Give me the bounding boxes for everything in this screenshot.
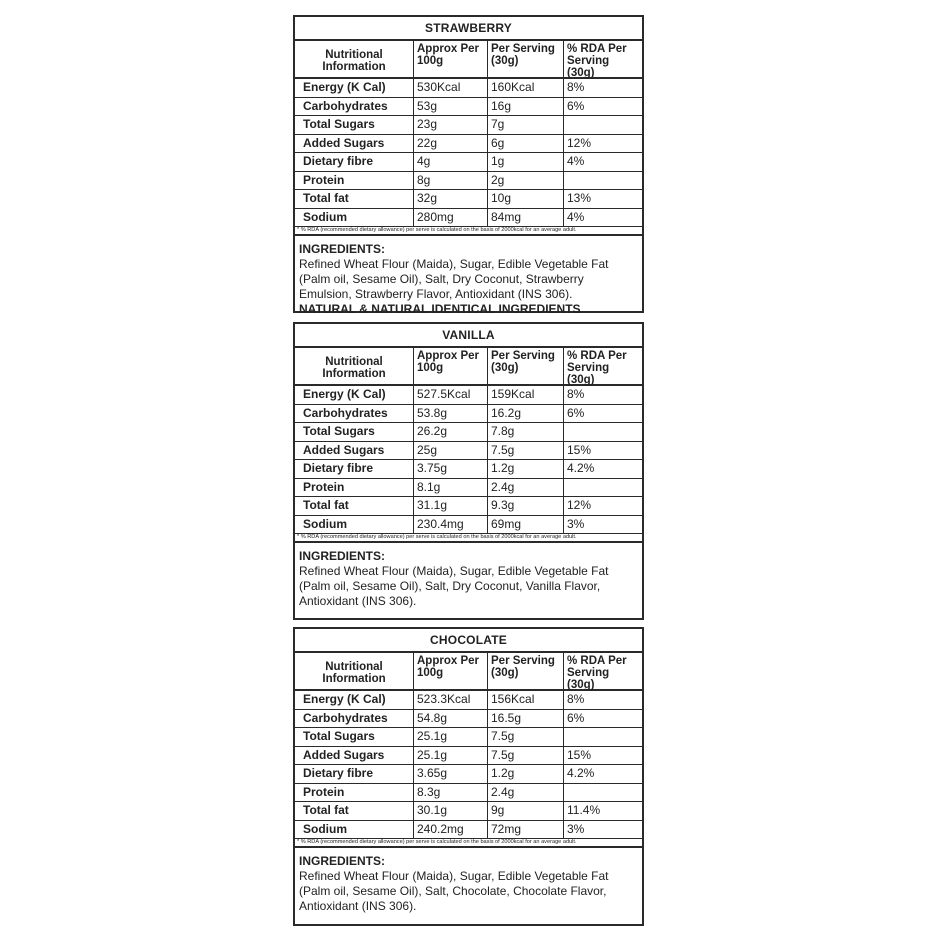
per-serving-value: 1g — [487, 153, 563, 171]
per-serving-value: 16g — [487, 98, 563, 116]
header-rda-per-serving: % RDA Per Serving (30g) — [563, 653, 642, 693]
rda-value: 15% — [563, 442, 642, 460]
rda-value: 15% — [563, 747, 642, 765]
panel-title: STRAWBERRY — [295, 17, 642, 41]
header-nutritional-information: Nutritional Information — [322, 661, 386, 685]
nutrient-name: Energy (K Cal) — [303, 692, 386, 706]
per-serving-value: 9g — [487, 802, 563, 820]
table-row — [295, 747, 642, 766]
table-row — [295, 691, 642, 710]
per-100g-value: 25g — [413, 442, 487, 460]
per-serving-value: 84mg — [487, 209, 563, 227]
per-100g-value: 230.4mg — [413, 516, 487, 534]
per-100g-value: 240.2mg — [413, 821, 487, 839]
table-row — [295, 116, 642, 135]
per-serving-value: 16.5g — [487, 710, 563, 728]
header-nutritional-information: Nutritional Information — [322, 356, 386, 380]
rda-value — [563, 728, 642, 746]
per-serving-value: 7.8g — [487, 423, 563, 441]
nutrition-panel-strawberry — [293, 15, 644, 316]
rda-value: 4.2% — [563, 460, 642, 478]
per-100g-value: 22g — [413, 135, 487, 153]
per-serving-value: 1.2g — [487, 765, 563, 783]
ingredients-section — [295, 236, 642, 323]
nutrition-panel-vanilla — [293, 322, 644, 620]
header-per-serving: Per Serving (30g) — [487, 653, 563, 693]
table-row — [295, 479, 642, 498]
table-row — [295, 190, 642, 209]
rda-value: 12% — [563, 135, 642, 153]
table-row — [295, 497, 642, 516]
per-100g-value: 8g — [413, 172, 487, 190]
header-approx-per-100g: Approx Per 100g — [413, 653, 487, 693]
table-row — [295, 516, 642, 535]
rda-value: 12% — [563, 497, 642, 515]
table-row — [295, 405, 642, 424]
nutrient-name: Added Sugars — [303, 135, 385, 150]
rda-value — [563, 423, 642, 441]
nutrient-name: Total Sugars — [303, 729, 375, 743]
per-100g-value: 8.3g — [413, 784, 487, 802]
nutrient-name: Sodium — [303, 821, 347, 836]
nutrient-name: Total Sugars — [303, 117, 375, 131]
rda-value: 4% — [563, 153, 642, 171]
nutrient-name: Total Sugars — [303, 424, 375, 438]
table-row — [295, 172, 642, 191]
per-serving-value: 7.5g — [487, 747, 563, 765]
ingredients-text: Refined Wheat Flour (Maida), Sugar, Edible Vegetable Fat (Palm oil, Sesame Oil), Salt, Dry Coconut, Strawberry Emulsion, Strawberry Flavor, Antioxidant (INS 306). — [299, 257, 609, 301]
header-approx-per-100g: Approx Per 100g — [413, 348, 487, 388]
table-rows — [295, 691, 642, 839]
nutrient-name: Dietary fibre — [303, 461, 374, 475]
panel-title: CHOCOLATE — [295, 629, 642, 653]
rda-value: 13% — [563, 190, 642, 208]
per-100g-value: 31.1g — [413, 497, 487, 515]
per-serving-value: 6g — [487, 135, 563, 153]
table-row — [295, 386, 642, 405]
per-100g-value: 530Kcal — [413, 79, 487, 97]
ingredients-heading: INGREDIENTS: — [299, 854, 386, 868]
per-serving-value: 160Kcal — [487, 79, 563, 97]
per-serving-value: 7.5g — [487, 442, 563, 460]
nutrition-panel-chocolate — [293, 627, 644, 926]
nutrition-table — [295, 41, 642, 227]
ingredients-note: NATURAL & NATURAL IDENTICAL INGREDIENTS — [299, 302, 581, 316]
nutrient-name: Total fat — [303, 191, 349, 205]
table-row — [295, 728, 642, 747]
rda-value: 8% — [563, 79, 642, 97]
rda-value: 6% — [563, 98, 642, 116]
nutrient-name: Protein — [303, 479, 345, 494]
per-100g-value: 53.8g — [413, 405, 487, 423]
table-row — [295, 802, 642, 821]
per-100g-value: 3.75g — [413, 460, 487, 478]
nutrient-name: Dietary fibre — [303, 154, 374, 168]
ingredients-heading: INGREDIENTS: — [299, 549, 386, 563]
rda-value — [563, 784, 642, 802]
table-rows — [295, 79, 642, 227]
ingredients-text: Refined Wheat Flour (Maida), Sugar, Edible Vegetable Fat (Palm oil, Sesame Oil), Salt, Chocolate, Chocolate Flavor, Antioxidant (INS 306). — [299, 869, 609, 913]
per-serving-value: 72mg — [487, 821, 563, 839]
table-row — [295, 710, 642, 729]
per-serving-value: 9.3g — [487, 497, 563, 515]
rda-footnote: * % RDA (recommended dietary allowance) per serve is calculated on the basis of 2000kcal for an average adult. — [295, 839, 642, 848]
per-100g-value: 26.2g — [413, 423, 487, 441]
per-100g-value: 4g — [413, 153, 487, 171]
header-per-serving: Per Serving (30g) — [487, 348, 563, 388]
table-row — [295, 209, 642, 228]
table-row — [295, 442, 642, 461]
per-serving-value: 10g — [487, 190, 563, 208]
nutrient-name: Energy (K Cal) — [303, 387, 386, 401]
nutrient-name: Total fat — [303, 803, 349, 817]
table-row — [295, 423, 642, 442]
header-nutritional-information: Nutritional Information — [322, 49, 386, 73]
nutrient-name: Sodium — [303, 516, 347, 531]
rda-value: 6% — [563, 710, 642, 728]
rda-value: 8% — [563, 691, 642, 709]
table-rows — [295, 386, 642, 534]
nutrient-name: Protein — [303, 172, 345, 187]
header-approx-per-100g: Approx Per 100g — [413, 41, 487, 81]
rda-value: 11.4% — [563, 802, 642, 820]
per-serving-value: 1.2g — [487, 460, 563, 478]
rda-value: 3% — [563, 516, 642, 534]
per-100g-value: 8.1g — [413, 479, 487, 497]
nutrient-name: Energy (K Cal) — [303, 80, 386, 94]
nutrient-name: Added Sugars — [303, 747, 385, 762]
per-100g-value: 32g — [413, 190, 487, 208]
rda-value: 4.2% — [563, 765, 642, 783]
per-100g-value: 53g — [413, 98, 487, 116]
rda-value — [563, 172, 642, 190]
rda-value: 3% — [563, 821, 642, 839]
table-header-row — [295, 653, 642, 691]
per-serving-value: 7g — [487, 116, 563, 134]
nutrient-name: Carbohydrates — [303, 405, 388, 420]
rda-footnote: * % RDA (recommended dietary allowance) per serve is calculated on the basis of 2000kcal for an average adult. — [295, 534, 642, 543]
per-serving-value: 2.4g — [487, 479, 563, 497]
ingredients-section — [295, 543, 642, 615]
per-100g-value: 3.65g — [413, 765, 487, 783]
header-rda-per-serving: % RDA Per Serving (30g) — [563, 41, 642, 81]
rda-value — [563, 116, 642, 134]
table-row — [295, 98, 642, 117]
per-100g-value: 527.5Kcal — [413, 386, 487, 404]
ingredients-section — [295, 848, 642, 920]
table-row — [295, 79, 642, 98]
per-100g-value: 25.1g — [413, 747, 487, 765]
nutrient-name: Added Sugars — [303, 442, 385, 457]
nutrient-name: Sodium — [303, 209, 347, 224]
rda-value: 8% — [563, 386, 642, 404]
table-row — [295, 460, 642, 479]
ingredients-heading: INGREDIENTS: — [299, 242, 386, 256]
nutrition-table — [295, 348, 642, 534]
per-serving-value: 7.5g — [487, 728, 563, 746]
table-row — [295, 821, 642, 840]
nutrient-name: Total fat — [303, 498, 349, 512]
table-header-row — [295, 41, 642, 79]
nutrition-table — [295, 653, 642, 839]
rda-value — [563, 479, 642, 497]
rda-value: 4% — [563, 209, 642, 227]
rda-value: 6% — [563, 405, 642, 423]
per-100g-value: 25.1g — [413, 728, 487, 746]
nutrient-name: Protein — [303, 784, 345, 799]
per-100g-value: 523.3Kcal — [413, 691, 487, 709]
per-100g-value: 54.8g — [413, 710, 487, 728]
panel-title: VANILLA — [295, 324, 642, 348]
nutrient-name: Carbohydrates — [303, 710, 388, 725]
table-row — [295, 784, 642, 803]
table-header-row — [295, 348, 642, 386]
table-row — [295, 135, 642, 154]
per-serving-value: 2g — [487, 172, 563, 190]
table-row — [295, 765, 642, 784]
per-serving-value: 159Kcal — [487, 386, 563, 404]
per-serving-value: 156Kcal — [487, 691, 563, 709]
per-100g-value: 23g — [413, 116, 487, 134]
per-serving-value: 69mg — [487, 516, 563, 534]
nutrient-name: Carbohydrates — [303, 98, 388, 113]
per-serving-value: 16.2g — [487, 405, 563, 423]
nutrient-name: Dietary fibre — [303, 766, 374, 780]
ingredients-text: Refined Wheat Flour (Maida), Sugar, Edible Vegetable Fat (Palm oil, Sesame Oil), Salt, Dry Coconut, Vanilla Flavor, Antioxidant (INS 306). — [299, 564, 609, 608]
table-row — [295, 153, 642, 172]
per-serving-value: 2.4g — [487, 784, 563, 802]
per-100g-value: 280mg — [413, 209, 487, 227]
header-per-serving: Per Serving (30g) — [487, 41, 563, 81]
per-100g-value: 30.1g — [413, 802, 487, 820]
rda-footnote: * % RDA (recommended dietary allowance) per serve is calculated on the basis of 2000kcal for an average adult. — [295, 227, 642, 236]
header-rda-per-serving: % RDA Per Serving (30g) — [563, 348, 642, 388]
